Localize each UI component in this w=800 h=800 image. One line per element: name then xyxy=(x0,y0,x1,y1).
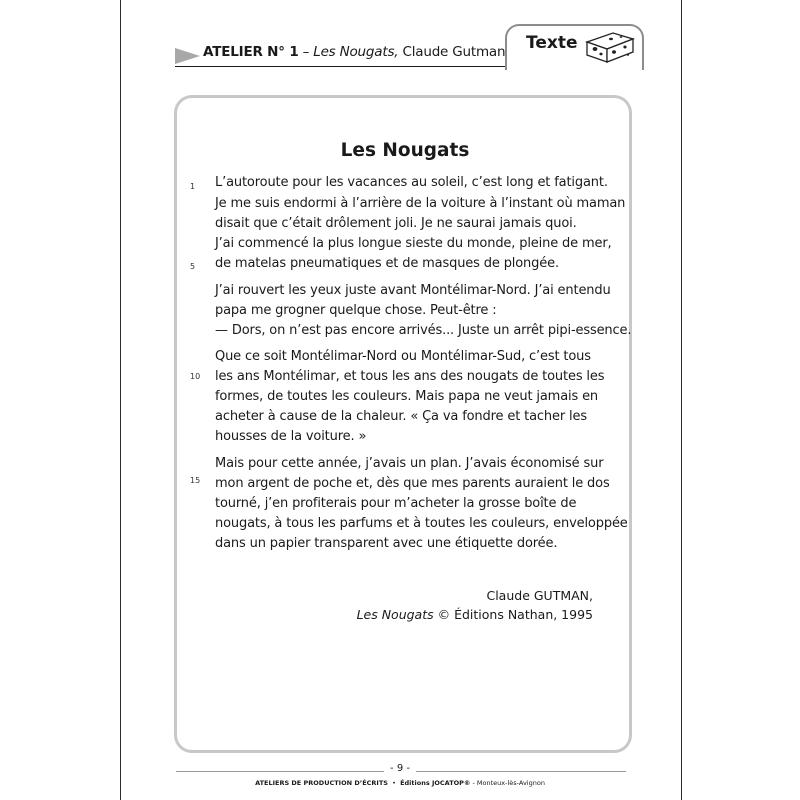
text-line: formes, de toutes les couleurs. Mais papa ne veut jamais en xyxy=(215,389,599,404)
text-line: J’ai rouvert les yeux juste avant Montélimar-Nord. J’ai entendu xyxy=(215,283,611,298)
footer-series: ATELIERS DE PRODUCTION D’ÉCRITS xyxy=(255,779,388,787)
text-line: Je me suis endormi à l’arrière de la voiture à l’instant où maman xyxy=(215,196,626,211)
footer-place: - Monteux-lès-Avignon xyxy=(470,779,545,787)
text-line: L’autoroute pour les vacances au soleil, c’est long et fatigant. xyxy=(215,175,608,190)
text-line: housses de la voiture. » xyxy=(215,429,367,444)
text-line: disait que c’était drôlement joli. Je ne saurai jamais quoi. xyxy=(215,216,577,231)
header-author: Claude Gutman xyxy=(398,44,506,60)
text-line: de matelas pneumatiques et de masques de plongée. xyxy=(215,256,559,271)
footer-credits xyxy=(0,779,800,787)
footer-bullet: • xyxy=(392,779,396,787)
text-line: acheter à cause de la chaleur. « Ça va fondre et tacher les xyxy=(215,409,587,424)
text-line: dans un papier transparent avec une étiquette dorée. xyxy=(215,536,558,551)
text-line: papa me grogner quelque chose. Peut-être : xyxy=(215,303,497,318)
line-number: 15 xyxy=(190,476,201,485)
text-line: mon argent de poche et, dès que mes parents auraient le dos xyxy=(215,476,610,491)
line-number: 5 xyxy=(190,262,196,271)
page-number-text: - 9 - xyxy=(384,763,416,774)
text-line: tourné, j’en profiterais pour m’acheter la grosse boîte de xyxy=(215,496,577,511)
text-line: — Dors, on n’est pas encore arrivés... Juste un arrêt pipi-essence. xyxy=(215,323,632,338)
header-title xyxy=(203,44,505,60)
signature-source xyxy=(357,607,593,622)
section-tab-label: Texte xyxy=(526,33,578,53)
line-number: 10 xyxy=(190,372,201,381)
signature-book-title: Les Nougats xyxy=(356,607,434,622)
text-frame xyxy=(174,95,632,753)
line-number: 1 xyxy=(190,182,196,191)
document-title: Les Nougats xyxy=(340,140,470,161)
header-dash: – xyxy=(298,44,314,60)
page-number xyxy=(0,763,800,774)
text-line: nougats, à tous les parfums et à toutes les couleurs, enveloppée xyxy=(215,516,628,531)
text-line: les ans Montélimar, et tous les ans des nougats de toutes les xyxy=(215,369,605,384)
signature-author: Claude GUTMAN, xyxy=(486,588,593,603)
atelier-number: ATELIER N° 1 xyxy=(203,44,299,60)
header-arrow-icon xyxy=(175,47,201,65)
footer-publisher: Éditions JOCATOP® xyxy=(400,779,471,787)
cheese-nougat-icon xyxy=(583,30,637,64)
text-line: Que ce soit Montélimar-Nord ou Montélimar-Sud, c’est tous xyxy=(215,349,591,364)
text-line: Mais pour cette année, j’avais un plan. J’avais économisé sur xyxy=(215,456,604,471)
signature-publisher: © Éditions Nathan, 1995 xyxy=(433,607,593,622)
header-work-title: Les Nougats, xyxy=(313,44,399,60)
text-line: J’ai commencé la plus longue sieste du monde, pleine de mer, xyxy=(215,236,612,251)
